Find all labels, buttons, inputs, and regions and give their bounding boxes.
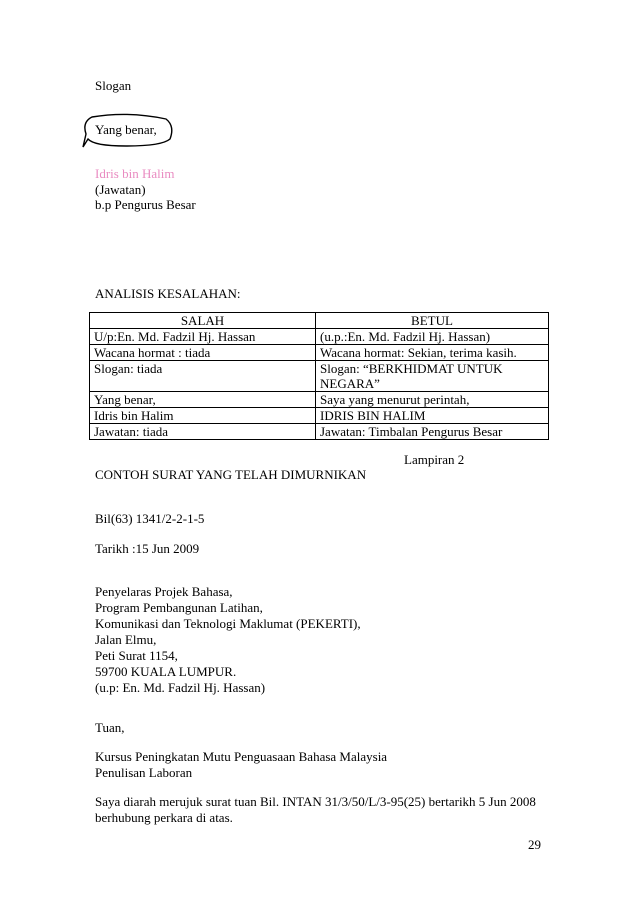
- table-cell-betul: Jawatan: Timbalan Pengurus Besar: [316, 424, 549, 440]
- table-row: [90, 424, 549, 440]
- slogan-label: Slogan: [95, 78, 132, 93]
- signatory-name: Idris bin Halim: [95, 166, 175, 181]
- table-row: [90, 345, 549, 361]
- table-cell-salah: Wacana hormat : tiada: [90, 345, 316, 361]
- table-cell-betul: IDRIS BIN HALIM: [316, 408, 549, 424]
- analysis-heading: ANALISIS KESALAHAN:: [95, 286, 241, 301]
- appendix-label: Lampiran 2: [404, 452, 465, 467]
- table-cell-betul: Saya yang menurut perintah,: [316, 392, 549, 408]
- body-line: Saya diarah merujuk surat tuan Bil. INTAN 31/3/50/L/3-95(25) bertarikh 5 Jun 2008: [95, 794, 536, 809]
- table-cell-betul: Wacana hormat: Sekian, terima kasih.: [316, 345, 549, 361]
- signatory-role: b.p Pengurus Besar: [95, 197, 196, 212]
- address-line: Komunikasi dan Teknologi Maklumat (PEKERTI),: [95, 616, 361, 631]
- table-cell-salah: Yang benar,: [90, 392, 316, 408]
- address-line: Program Pembangunan Latihan,: [95, 600, 263, 615]
- table-cell-salah: Slogan: tiada: [90, 361, 316, 392]
- salutation: Tuan,: [95, 720, 125, 735]
- letter-date: Tarikh :15 Jun 2009: [95, 541, 200, 556]
- address-line: 59700 KUALA LUMPUR.: [95, 664, 237, 679]
- table-row: [90, 392, 549, 408]
- address-line: Penyelaras Projek Bahasa,: [95, 584, 233, 599]
- address-line: Peti Surat 1154,: [95, 648, 178, 663]
- body-line: berhubung perkara di atas.: [95, 810, 233, 825]
- address-line: Jalan Elmu,: [95, 632, 157, 647]
- table-row: [90, 329, 549, 345]
- analysis-table: [89, 312, 549, 440]
- subject-line: Kursus Peningkatan Mutu Penguasaan Bahasa Malaysia: [95, 749, 388, 764]
- yang-benar-text: Yang benar,: [95, 122, 157, 137]
- table-row: [90, 361, 549, 392]
- table-row: [90, 408, 549, 424]
- subject-line: Penulisan Laboran: [95, 765, 193, 780]
- column-header-salah: SALAH: [90, 313, 316, 329]
- table-cell-salah: Jawatan: tiada: [90, 424, 316, 440]
- table-cell-betul: (u.p.:En. Md. Fadzil Hj. Hassan): [316, 329, 549, 345]
- column-header-betul: BETUL: [316, 313, 549, 329]
- table-cell-betul: Slogan: “BERKHIDMAT UNTUK NEGARA”: [316, 361, 549, 392]
- table-cell-salah: U/p:En. Md. Fadzil Hj. Hassan: [90, 329, 316, 345]
- address-line: (u.p: En. Md. Fadzil Hj. Hassan): [95, 680, 266, 695]
- table-cell-salah: Idris bin Halim: [90, 408, 316, 424]
- page-number: 29: [528, 837, 541, 852]
- reference-number: Bil(63) 1341/2-2-1-5: [95, 511, 205, 526]
- appendix-heading: CONTOH SURAT YANG TELAH DIMURNIKAN: [95, 467, 367, 482]
- analysis-header-row: [90, 313, 549, 329]
- signatory-title: (Jawatan): [95, 182, 146, 197]
